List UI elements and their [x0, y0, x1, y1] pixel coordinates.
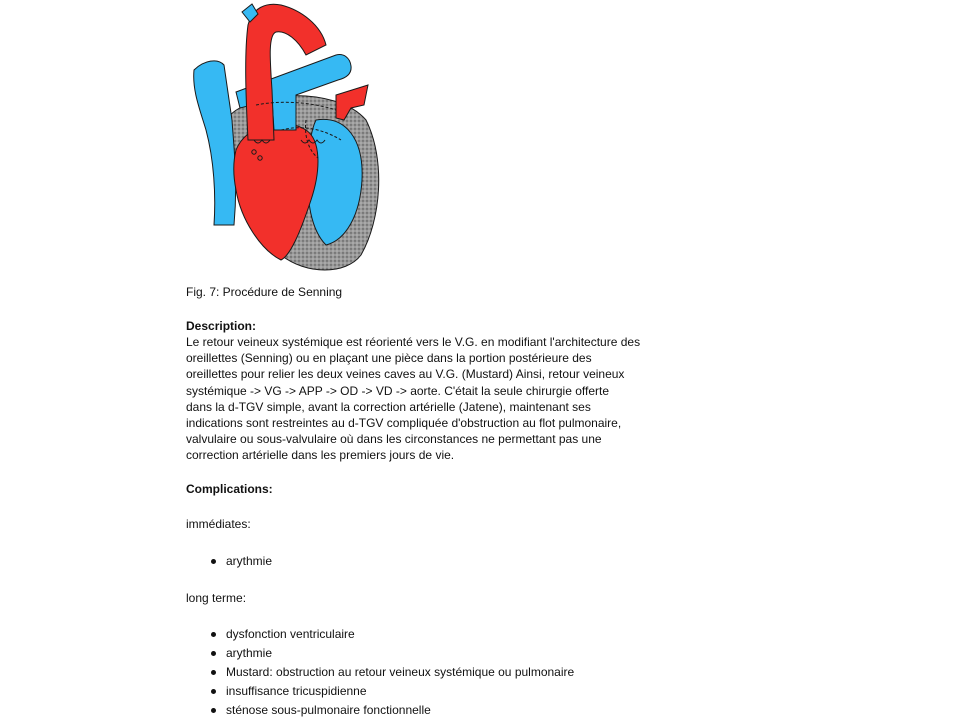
description-line: indications sont restreintes au d-TGV compliquée d'obstruction au flot pulmonaire,	[186, 416, 622, 431]
description-heading: Description:	[186, 319, 257, 333]
list-item: sténose sous-pulmonaire fonctionnelle	[186, 701, 574, 720]
list-item: dysfonction ventriculaire	[186, 625, 574, 644]
complications-heading: Complications:	[186, 482, 273, 496]
list-item: Mustard: obstruction au retour veineux systémique ou pulmonaire	[186, 663, 574, 682]
immediate-label: immédiates:	[186, 517, 251, 531]
heart-senning-illustration	[186, 0, 386, 275]
blue-vena-cava	[194, 61, 236, 225]
description-line: systémique -> VG -> APP -> OD -> VD -> aorte. C'était la seule chirurgie offerte	[186, 383, 610, 398]
list-item: insuffisance tricuspidienne	[186, 682, 574, 701]
figure-caption: Fig. 7: Procédure de Senning	[186, 285, 343, 299]
description-line: dans la d-TGV simple, avant la correction artérielle (Jatene), maintenant ses	[186, 399, 591, 414]
description-line: correction artérielle dans les premiers jours de vie.	[186, 448, 455, 463]
list-item: arythmie	[186, 644, 574, 663]
description-paragraph	[186, 334, 686, 464]
heart-diagram-figure	[186, 0, 386, 275]
long-term-complications-list	[186, 625, 574, 720]
list-item: arythmie	[186, 552, 272, 571]
immediate-complications-list	[186, 552, 272, 571]
description-line: oreillettes (Senning) ou en plaçant une pièce dans la portion postérieure des	[186, 351, 592, 366]
long-term-label: long terme:	[186, 591, 247, 605]
description-line: Le retour veineux systémique est réorienté vers le V.G. en modifiant l'architecture des	[186, 335, 641, 349]
description-line: oreillettes pour relier les deux veines caves au V.G. (Mustard) Ainsi, retour veineux	[186, 367, 625, 382]
description-line: valvulaire ou sous-valvulaire où dans les circonstances ne permettant pas une	[186, 432, 602, 447]
